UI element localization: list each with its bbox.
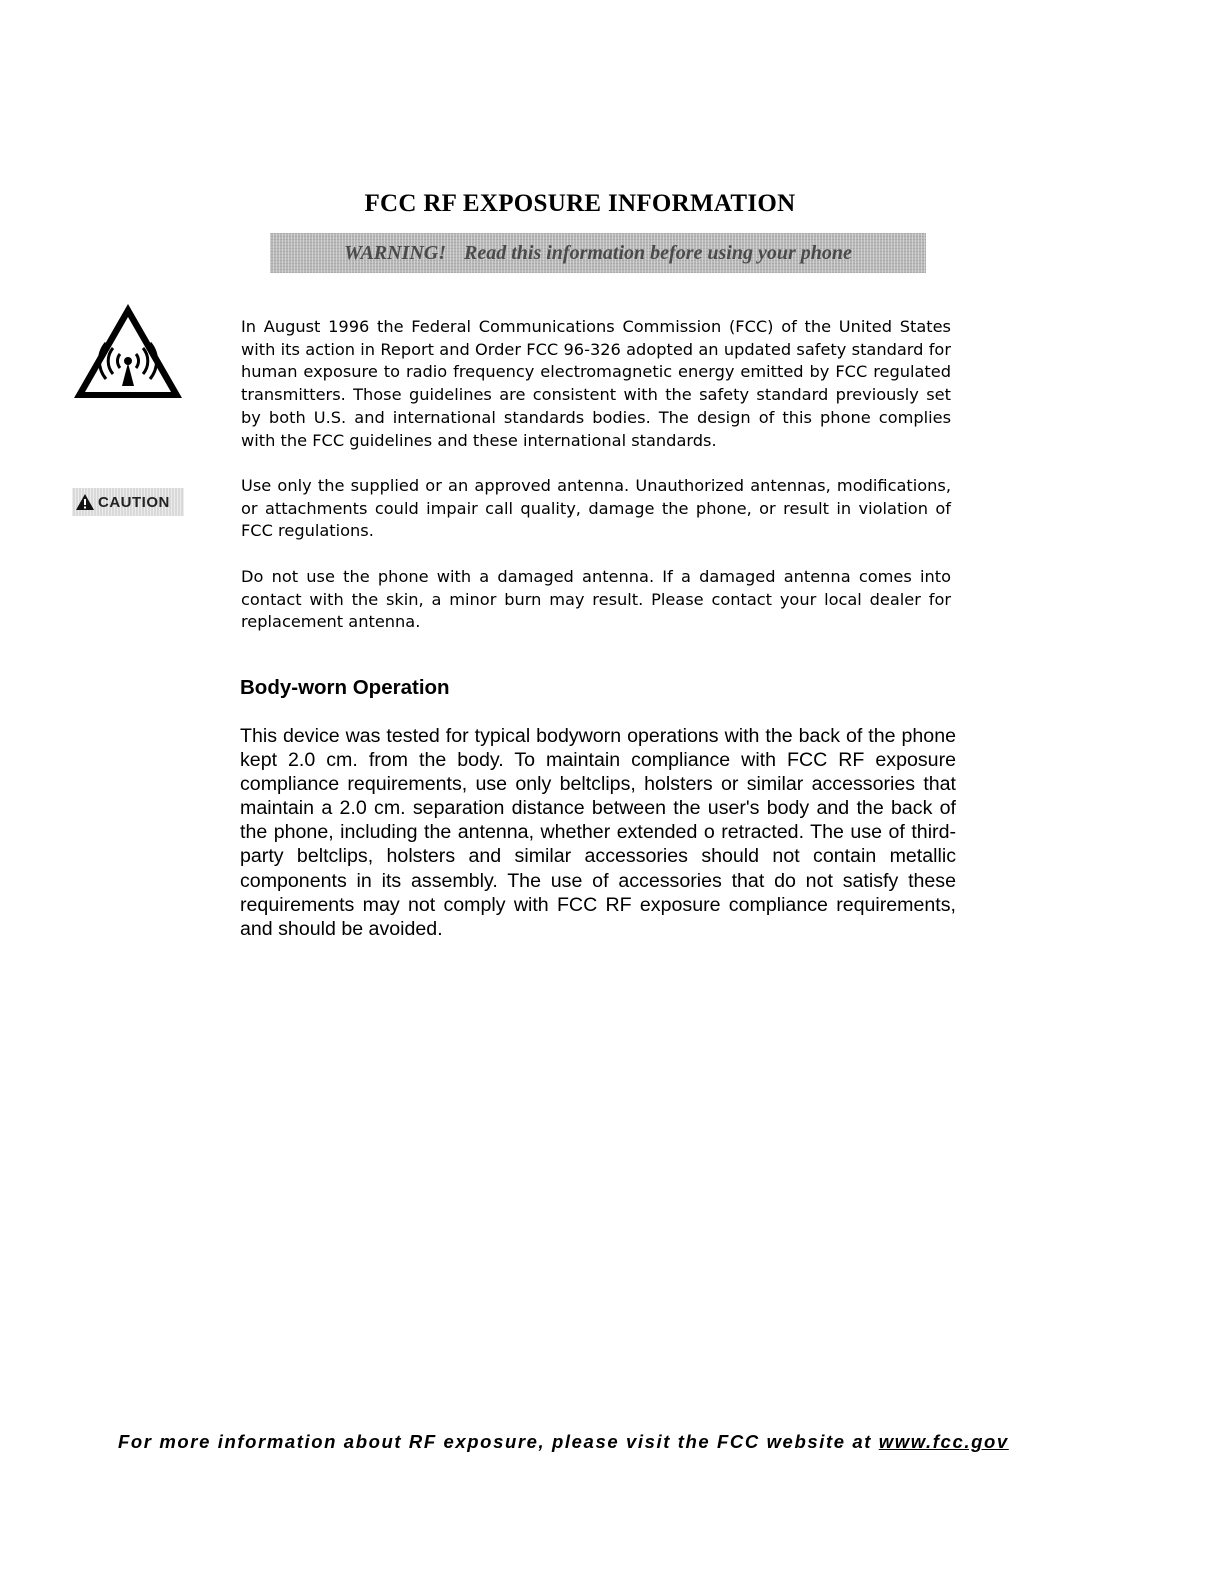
warning-message: Read this information before using your phone (464, 241, 852, 264)
page-title: FCC RF EXPOSURE INFORMATION (364, 190, 796, 217)
caution-badge (72, 488, 184, 516)
damaged-antenna-paragraph: Do not use the phone with a damaged antenna. If a damaged antenna comes into contact with the skin, a minor burn may result. Please contact your local dealer for replacement antenna. (241, 567, 951, 632)
caution-icon (75, 493, 95, 511)
body-worn-paragraph: This device was tested for typical bodyworn operations with the back of the phone kept 2.0 cm. from the body. To maintain compliance with FCC RF exposure compliance requirements, use only beltclips, holsters or similar accessories that maintain a 2.0 cm. separation distance between the user's body and the back of the phone, including the antenna, whether extended o retracted. The use of third-party beltclips, holsters and similar accessories should not contain metallic components in its assembly. The use of accessories that do not satisfy these requirements may not comply with FCC RF exposure compliance requirements, and should be avoided. (240, 725, 956, 940)
warning-banner (270, 233, 926, 273)
caution-label: CAUTION (98, 493, 170, 511)
warning-label: WARNING! (344, 241, 447, 264)
footer-note (118, 1431, 1058, 1453)
body-worn-heading: Body-worn Operation (240, 676, 450, 699)
footer-text: For more information about RF exposure, please visit the FCC website at (118, 1431, 879, 1452)
radio-frequency-warning-icon (70, 300, 186, 402)
fcc-website-link[interactable]: www.fcc.gov (878, 1431, 1009, 1452)
antenna-paragraph: Use only the supplied or an approved antenna. Unauthorized antennas, modifications, or attachments could impair call quality, damage the phone, or result in violation of FCC regulations. (241, 476, 951, 541)
fcc-standard-paragraph: In August 1996 the Federal Communications Commission (FCC) of the United States with its action in Report and Order FCC 96-326 adopted an updated safety standard for human exposure to radio frequency electromagnetic energy emitted by FCC regulated transmitters. Those guidelines are consistent with the safety standard previously set by both U.S. and international standards bodies. The design of this phone complies with the FCC guidelines and these international standards. (241, 317, 951, 450)
